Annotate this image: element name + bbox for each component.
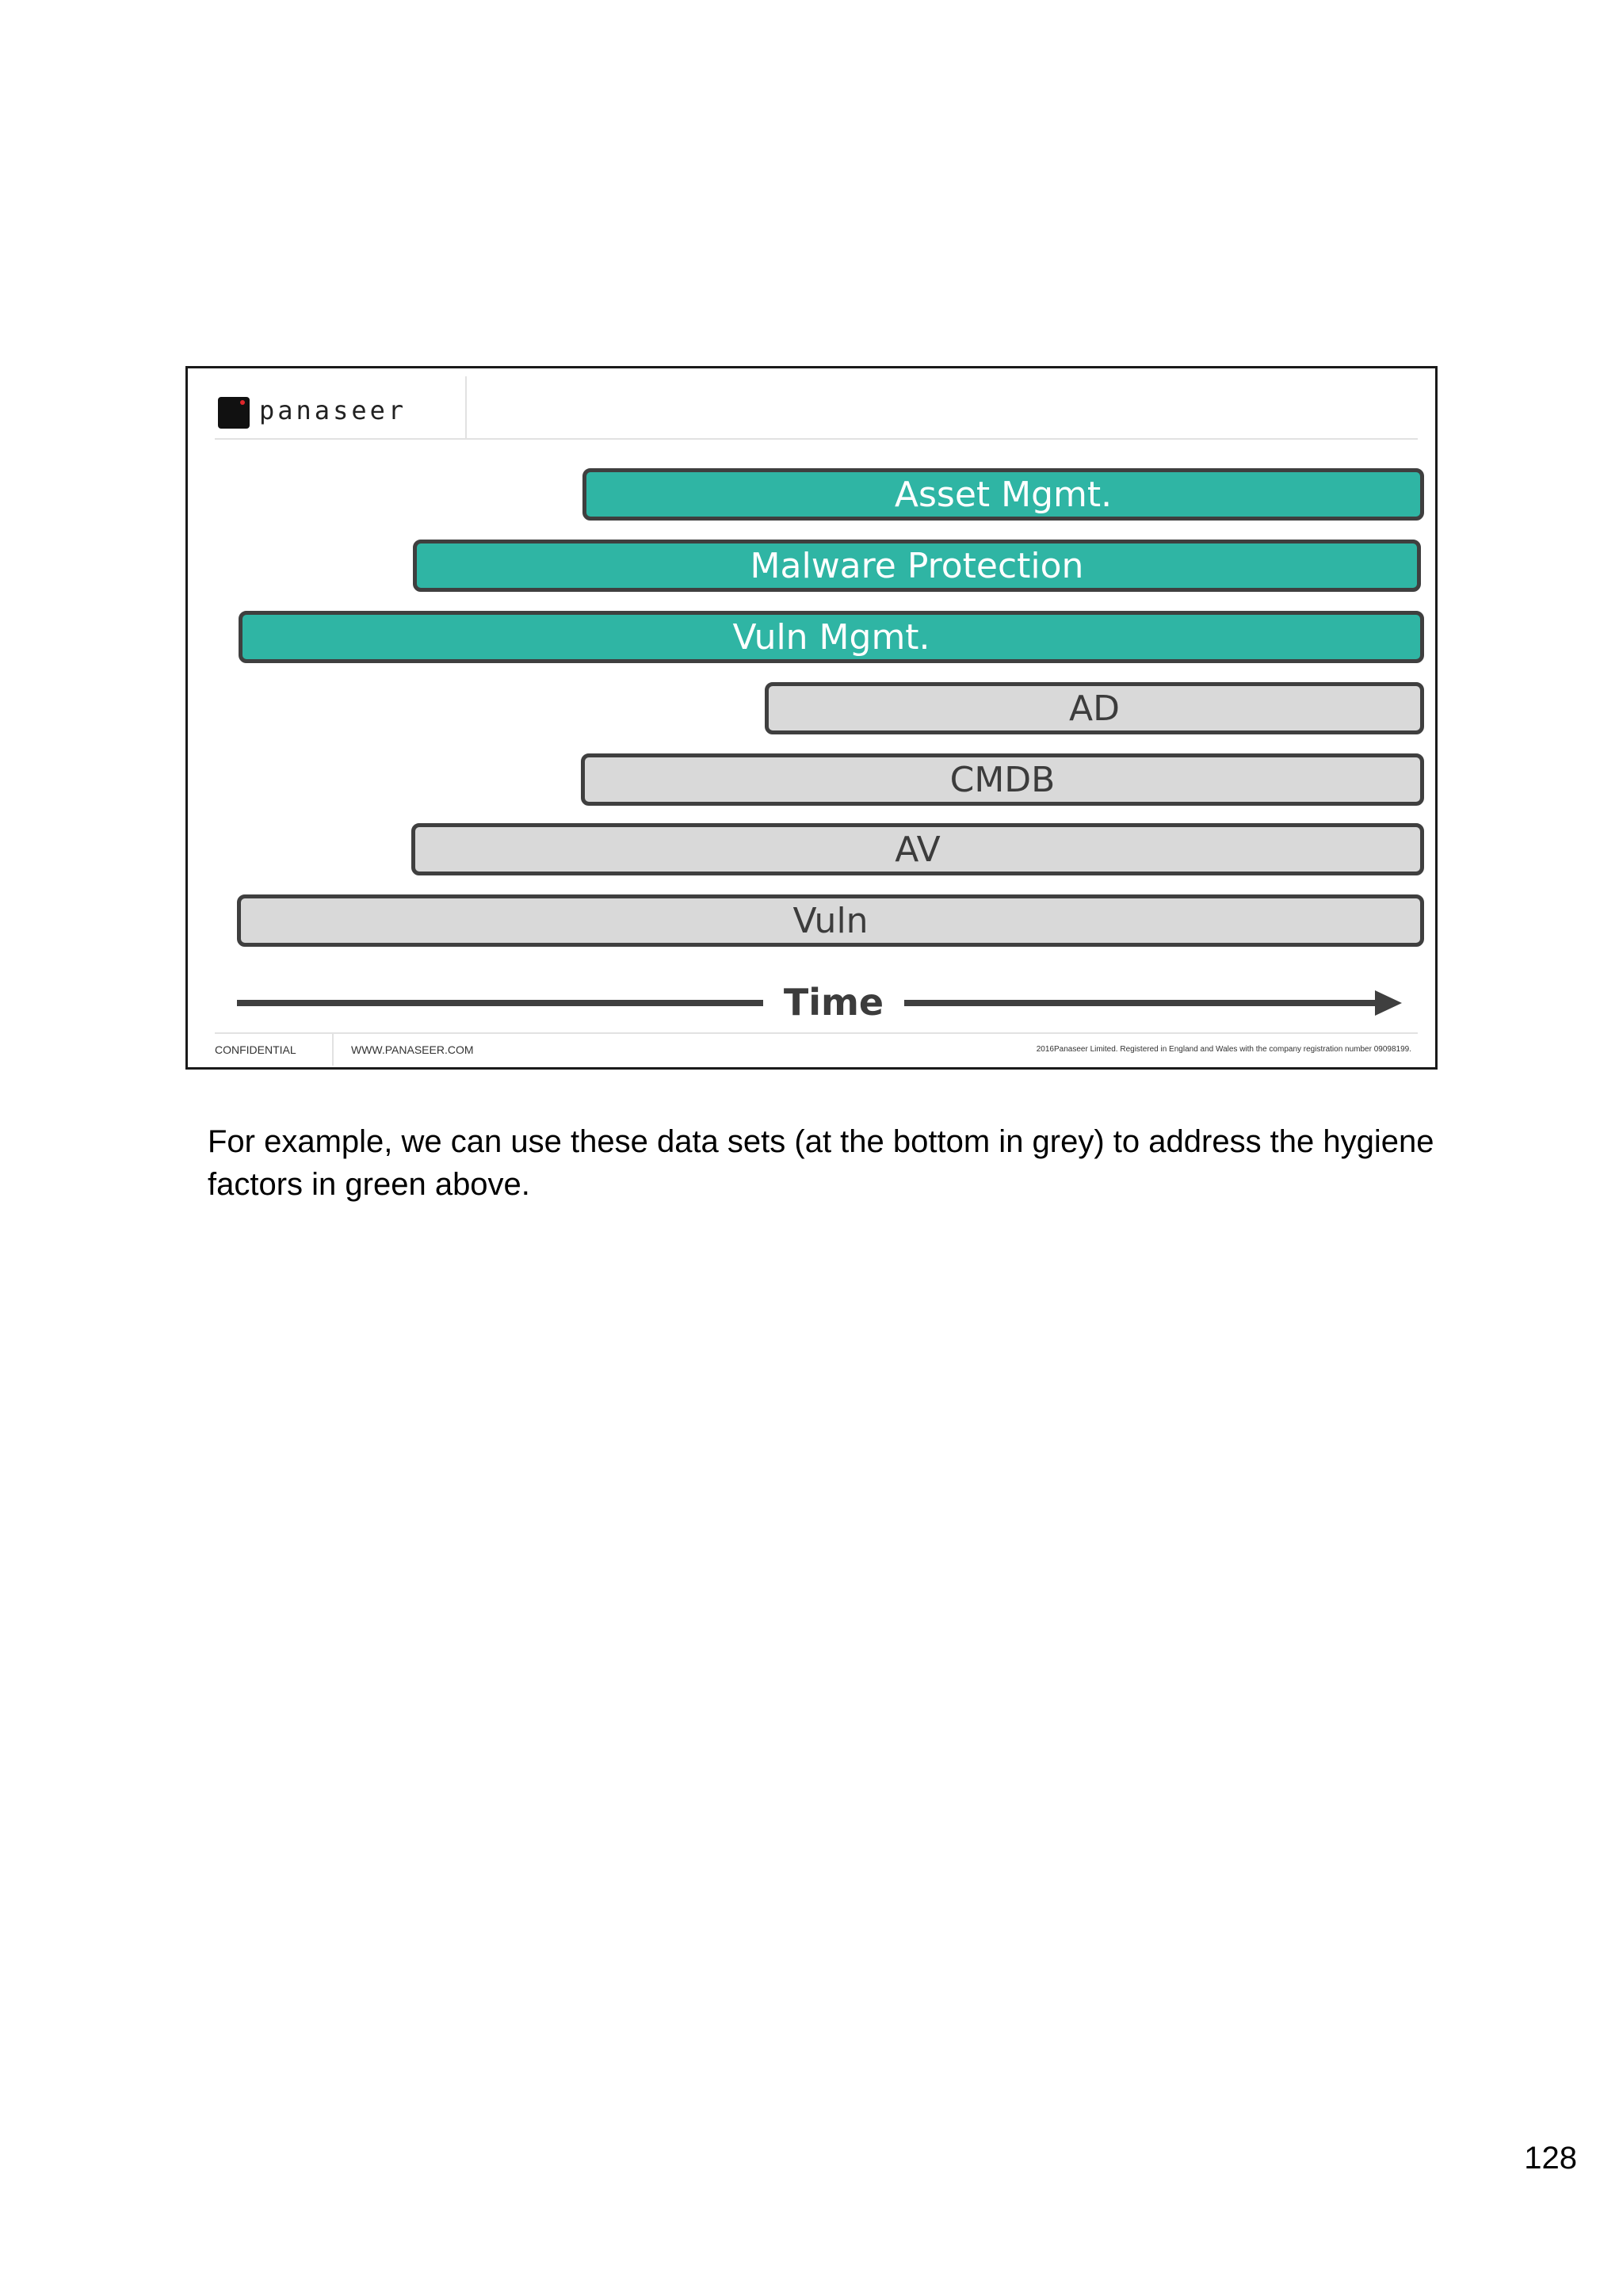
bar-av (411, 823, 1424, 875)
footer-divider (332, 1034, 334, 1066)
slide (185, 366, 1438, 1070)
arrow-right-icon (1375, 990, 1402, 1016)
caption-text: For example, we can use these data sets (at the bottom in grey) to address the hygiene factors in green above. (208, 1124, 1434, 1202)
bar-label: Asset Mgmt. (894, 474, 1113, 515)
confidential-label: CONFIDENTIAL (215, 1043, 296, 1056)
time-line-left (237, 1000, 763, 1006)
panaseer-logo-icon (218, 397, 250, 429)
bar-cmdb (581, 753, 1424, 806)
bar-asset-mgmt (582, 468, 1424, 521)
bar-label: Vuln Mgmt. (732, 616, 930, 658)
time-axis (237, 981, 1402, 1024)
page-number: 128 (1524, 2141, 1577, 2176)
bar-vuln-mgmt (239, 611, 1424, 663)
registration-text: 2016Panaseer Limited. Registered in England and Wales with the company registration number 09098199. (1036, 1045, 1411, 1054)
time-label: Time (783, 981, 884, 1024)
bar-label: CMDB (949, 759, 1056, 800)
bar-label: Vuln (792, 900, 869, 941)
time-line-right (904, 1000, 1380, 1006)
slide-header (215, 376, 1418, 440)
header-divider (465, 376, 467, 440)
bar-label: Malware Protection (750, 545, 1084, 586)
bar-label: AV (895, 829, 941, 870)
slide-footer (215, 1032, 1418, 1066)
logo-text: panaseer (259, 395, 407, 425)
bar-label: AD (1069, 688, 1120, 729)
bar-malware-protection (413, 540, 1421, 592)
website-label: WWW.PANASEER.COM (351, 1043, 474, 1056)
bar-vuln (237, 894, 1424, 947)
bar-ad (765, 682, 1424, 734)
